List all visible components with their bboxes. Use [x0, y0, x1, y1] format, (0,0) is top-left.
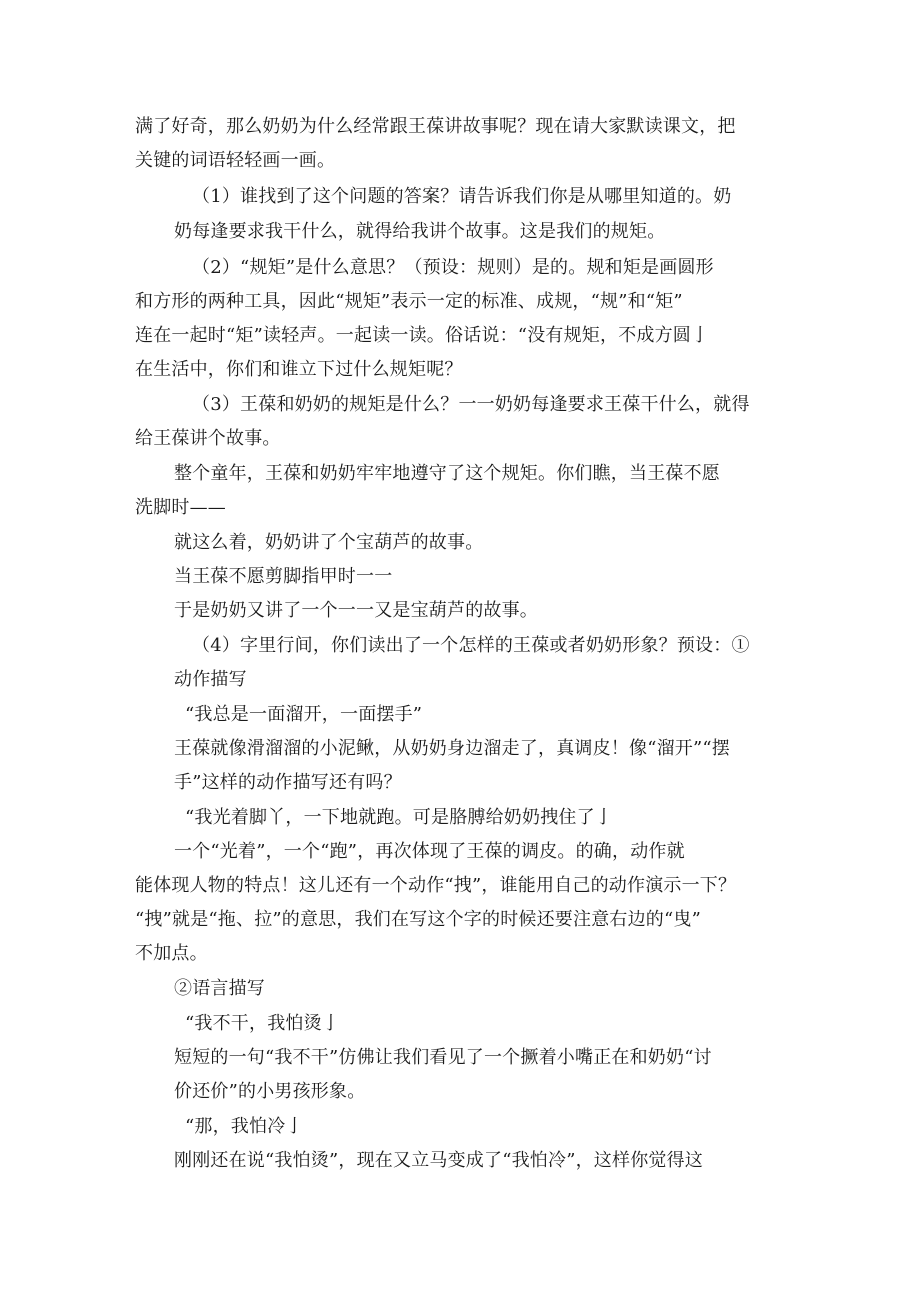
text-line-17: 动作描写 [174, 669, 247, 690]
text-line-30: “那，我怕冷亅 [185, 1116, 304, 1137]
text-line-16: （4）字里行间，你们读出了一个怎样的王葆或者奶奶形象？预设：① [192, 635, 750, 656]
text-line-20: 手”这样的动作描写还有吗？ [174, 772, 402, 793]
text-line-31: 刚刚还在说“我怕烫”，现在又立马变成了“我怕冷”，这样你觉得这 [174, 1150, 704, 1171]
text-line-10: 给王葆讲个故事。 [135, 428, 281, 449]
text-line-12: 洗脚时—— [135, 497, 226, 518]
text-line-15: 于是奶奶又讲了一个一一又是宝葫芦的故事。 [174, 600, 538, 621]
text-line-1: 满了好奇，那么奶奶为什么经常跟王葆讲故事呢？现在请大家默读课文，把 [135, 116, 736, 137]
text-line-23: 能体现人物的特点！这儿还有一个动作“拽”，谁能用自己的动作演示一下？ [135, 875, 737, 896]
text-line-11: 整个童年，王葆和奶奶牢牢地遵守了这个规矩。你们瞧，当王葆不愿 [174, 463, 720, 484]
text-line-28: 短短的一句“我不干”仿佛让我们看见了一个撅着小嘴正在和奶奶“讨 [174, 1047, 712, 1068]
text-line-26: ②语言描写 [174, 978, 265, 999]
text-line-13: 就这么着，奶奶讲了个宝葫芦的故事。 [174, 532, 484, 553]
text-line-5: （2）“规矩”是什么意思？（预设：规则）是的。规和矩是画圆形 [192, 257, 714, 278]
text-line-3: （1）谁找到了这个问题的答案？请告诉我们你是从哪里知道的。奶 [192, 186, 732, 207]
text-line-19: 王葆就像滑溜溜的小泥鳅，从奶奶身边溜走了，真调皮！像“溜开”“摆 [174, 738, 731, 759]
text-line-2: 关键的词语轻轻画一画。 [135, 150, 336, 171]
text-line-25: 不加点。 [135, 943, 208, 964]
text-line-24: “拽”就是“拖、拉”的意思，我们在写这个字的时候还要注意右边的“曳” [135, 909, 702, 930]
text-line-9: （3）王葆和奶奶的规矩是什么？一一奶奶每逢要求王葆干什么，就得 [192, 394, 750, 415]
text-line-6: 和方形的两种工具，因此“规矩”表示一定的标准、成规，“规”和“矩” [135, 291, 683, 312]
text-line-14: 当王葆不愿剪脚指甲时一一 [174, 566, 393, 587]
text-line-4: 奶每逢要求我干什么，就得给我讲个故事。这是我们的规矩。 [174, 221, 666, 242]
text-line-27: “我不干，我怕烫亅 [185, 1013, 341, 1034]
text-line-8: 在生活中，你们和谁立下过什么规矩呢？ [135, 359, 463, 380]
text-line-7: 连在一起时“矩”读轻声。一起读一读。俗话说：“没有规矩，不成方圆亅 [135, 325, 710, 346]
text-line-21: “我光着脚丫，一下地就跑。可是胳膊给奶奶拽住了亅 [185, 807, 613, 828]
text-line-18: “我总是一面溜开，一面摆手” [185, 704, 423, 725]
text-line-22: 一个“光着”，一个“跑”，再次体现了王葆的调皮。的确，动作就 [174, 841, 685, 862]
text-line-29: 价还价”的小男孩形象。 [174, 1081, 366, 1102]
